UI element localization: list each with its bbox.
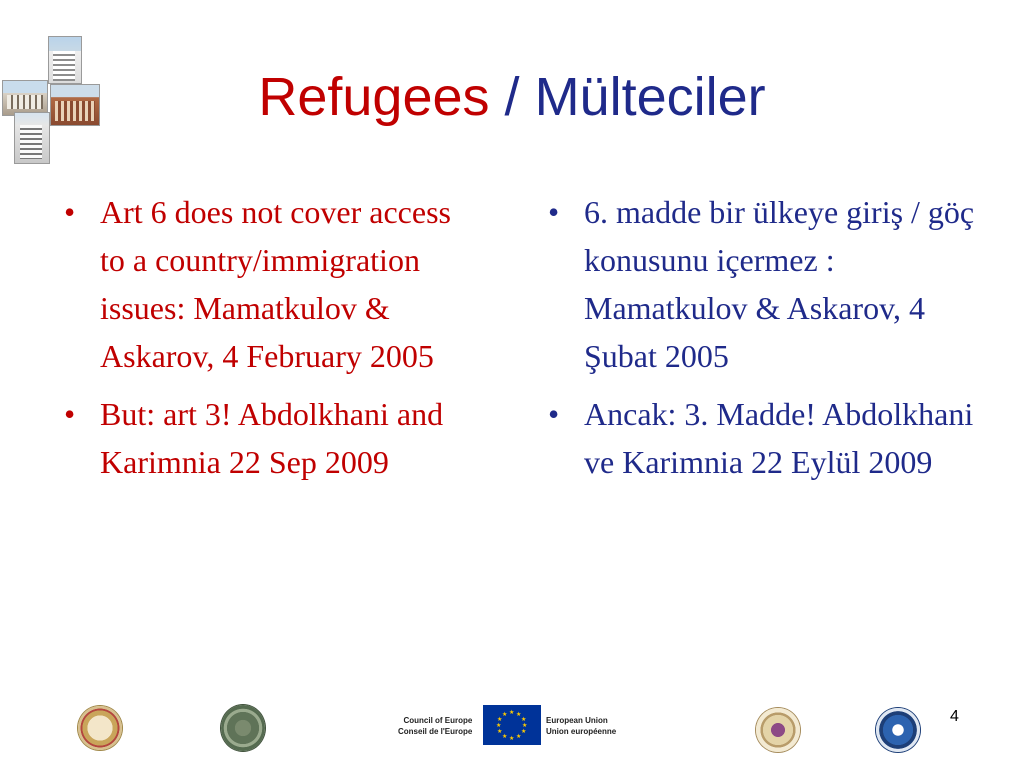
turkish-bullet-list [540,188,990,496]
bullet-dot: • [64,194,76,230]
eu-line: European Union [546,716,608,725]
bullet-item [540,390,990,486]
coe-line: Council of Europe [403,716,473,725]
eu-flag-icon: ★ ★ ★ ★ ★ ★ ★ ★ ★ ★ ★ ★ [483,705,541,745]
ministry-seal-icon [876,708,920,752]
english-bullet-list [56,188,476,496]
title-separator: / [504,67,520,127]
bullet-text: Ancak: 3. Madde! Abdolkhani ve Karimnia 22 Eylül 2009 [584,396,974,480]
bullet-item [56,390,476,486]
coe-line: Conseil de l'Europe [398,727,473,736]
bullet-item [540,188,990,380]
page-number: 4 [950,708,959,725]
institution-seal-icon [78,706,122,750]
court-seal-icon [221,705,265,751]
bullet-item [56,188,476,380]
bullet-text: Art 6 does not cover access to a country/immigration issues: Mamatkulov & Askarov, 4 February 2005 [100,194,451,374]
eu-line: Union européenne [546,727,617,736]
bullet-text: But: art 3! Abdolkhani and Karimnia 22 Sep 2009 [100,396,444,480]
bullet-dot: • [64,396,76,432]
council-of-europe-label [398,715,472,737]
title-english: Refugees [258,67,490,127]
title-turkish: Mülteciler [534,67,766,127]
justice-academy-seal-icon [756,708,800,752]
european-union-label [546,715,616,737]
bullet-dot: • [548,396,560,432]
bullet-text: 6. madde bir ülkeye giriş / göç konusunu içermez : Mamatkulov & Askarov, 4 Şubat 2005 [584,194,975,374]
bullet-dot: • [548,194,560,230]
slide-title [0,62,1024,132]
